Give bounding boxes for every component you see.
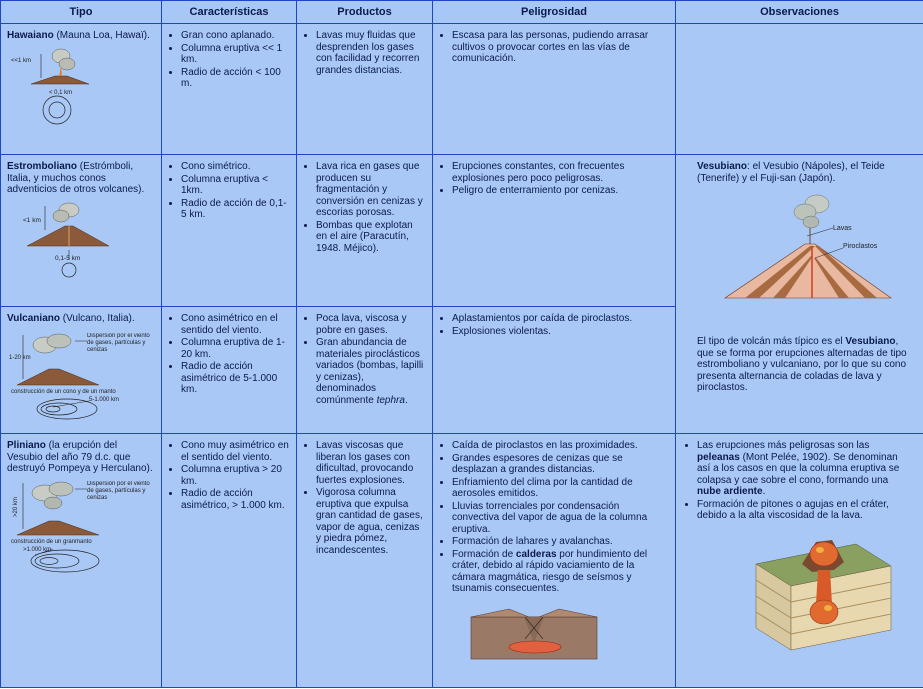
- productos-cell: [297, 24, 433, 155]
- diag-label-height: 1-20 km: [9, 354, 31, 361]
- tipo-desc: (Mauna Loa, Hawaï).: [53, 30, 150, 41]
- plinian-volcano-diagram: [9, 479, 159, 575]
- diag-label-radius: 0,1-5 km: [55, 254, 81, 262]
- diag-label-lavas: Lavas: [833, 225, 852, 232]
- tipo-name: Pliniano: [7, 440, 46, 451]
- vesubian-volcano-diagram: [715, 188, 895, 306]
- vesubiano-paragraph: El tipo de volcán más típico es el Vesubiano, que se forma por erupciones alternadas de tipo estromboliano y vulcaniano, por lo que su cono presenta alternancia de coladas de lava y piroclastos.: [697, 336, 907, 393]
- list-item: • Columna eruptiva < 1km.: [181, 174, 290, 197]
- header-caracteristicas: Características: [162, 1, 297, 24]
- caracteristicas-cell: [162, 307, 297, 434]
- list-item: • Peligro de enterramiento por cenizas.: [452, 185, 669, 197]
- diag-label-height: <<1 km: [11, 57, 32, 64]
- diag-label-construccion: construcción de un granmanto: [11, 538, 92, 545]
- diag-label-dispersion: Dispersión por el viento de gases, partículas y cenizas: [87, 480, 150, 501]
- header-observaciones: Observaciones: [676, 1, 923, 24]
- tipo-desc: (Vulcano, Italia).: [59, 313, 135, 324]
- list-item: • Caída de piroclastos en las proximidades.: [452, 440, 669, 452]
- list-item: • Las erupciones más peligrosas son las peleanas (Mont Pelée, 1902). Se denominan así a los casos en que la columna eruptiva se colapsa y cae sobre el cono, formando una nube ardiente.: [697, 440, 913, 498]
- row-hawaiano: [1, 24, 923, 155]
- diag-label-radius: >1.000 km: [23, 546, 52, 553]
- row-pliniano: [1, 434, 923, 688]
- list-item: • Escasa para las personas, pudiendo arrasar cultivos o provocar cortes en las vías de comunicación.: [452, 30, 669, 65]
- list-item: • Columna eruptiva << 1 km.: [181, 43, 290, 66]
- list-item: • Cono asimétrico en el sentido del viento.: [181, 313, 290, 336]
- caracteristicas-cell: [162, 434, 297, 688]
- productos-cell: [297, 155, 433, 307]
- vulcanian-volcano-diagram: [9, 329, 159, 423]
- list-item: • Formación de pitones o agujas en el cráter, debido a la alta viscosidad de la lava.: [697, 499, 913, 522]
- caracteristicas-cell: [162, 155, 297, 307]
- tipo-name: Vulcaniano: [7, 313, 60, 324]
- hawaiian-volcano-diagram: [9, 46, 109, 126]
- diag-label-piroclastos: Piroclastos: [843, 243, 878, 250]
- productos-cell: [297, 307, 433, 434]
- list-item: • Poca lava, viscosa y pobre en gases.: [316, 313, 426, 336]
- list-item: • Radio de acción asimétrico, > 1.000 km.: [181, 488, 290, 511]
- caldera-diagram: [469, 603, 599, 661]
- header-tipo: Tipo: [1, 1, 162, 24]
- list-item: • Cono muy asimétrico en el sentido del viento.: [181, 440, 290, 463]
- observaciones-vesubiano-cell: [676, 155, 923, 434]
- list-item: • Gran abundancia de materiales piroclásticos variados (bombas, lapilli y cenizas), denominados comúnmente tephra.: [316, 337, 426, 406]
- list-item: • Grandes espesores de cenizas que se desplazan a grandes distancias.: [452, 453, 669, 476]
- tipo-desc: (la erupción del Vesubio del año 79 d.c. que destruyó Pompeya y Herculano).: [7, 440, 153, 474]
- observaciones-empty-cell: [676, 24, 923, 155]
- vesubiano-intro: Vesubiano: el Vesubio (Nápoles), el Teide (Tenerife) y el Fuji-san (Japón).: [697, 161, 885, 184]
- list-item: • Lavas muy fluidas que desprenden los gases con facilidad y recorren grandes distancias.: [316, 30, 426, 76]
- list-item: • Cono simétrico.: [181, 161, 290, 173]
- diag-label-construccion: construcción de un cono y de un manto: [11, 388, 116, 395]
- list-item: • Radio de acción asimétrico de 5-1.000 km.: [181, 361, 290, 396]
- list-item: • Lavas viscosas que liberan los gases con dificultad, provocando fuertes explosiones.: [316, 440, 426, 486]
- list-item: • Explosiones violentas.: [452, 326, 669, 338]
- list-item: • Formación de calderas por hundimiento del cráter, debido al rápido vaciamiento de la cámara magmática, riesgo de seísmos y tsunamis consecuentes.: [452, 549, 669, 595]
- observaciones-peleano-cell: [676, 434, 923, 688]
- list-item: • Formación de lahares y avalanchas.: [452, 536, 669, 548]
- peligrosidad-cell: [433, 155, 676, 307]
- list-item: • Radio de acción de 0,1-5 km.: [181, 198, 290, 221]
- row-estromboliano: [1, 155, 923, 307]
- list-item: • Gran cono aplanado.: [181, 30, 290, 42]
- diag-label-dispersion: Dispersión por el viento de gases, partículas y cenizas: [87, 332, 150, 353]
- header-peligrosidad: Peligrosidad: [433, 1, 676, 24]
- header-productos: Productos: [297, 1, 433, 24]
- tipo-cell: [1, 307, 162, 434]
- caracteristicas-cell: [162, 24, 297, 155]
- tipo-name: Hawaiano: [7, 30, 54, 41]
- list-item: • Columna eruptiva de 1-20 km.: [181, 337, 290, 360]
- header-row: [1, 1, 923, 24]
- pelean-volcano-block-diagram: [746, 534, 896, 652]
- tipo-desc: (Estrómboli, Italia, y muchos conos adventicios de otros volcanes).: [7, 161, 145, 195]
- diag-label-height: >20 km: [13, 496, 19, 517]
- list-item: • Bombas que explotan en el aire (Paracutín, 1948. Méjico).: [316, 220, 426, 255]
- list-item: • Aplastamientos por caída de piroclastos.: [452, 313, 669, 325]
- tipo-cell: [1, 155, 162, 307]
- productos-cell: [297, 434, 433, 688]
- list-item: • Lava rica en gases que producen su fragmentación y conversión en cenizas y escorias porosas.: [316, 161, 426, 219]
- peligrosidad-cell: [433, 307, 676, 434]
- list-item: • Erupciones constantes, con frecuentes explosiones pero poco peligrosas.: [452, 161, 669, 184]
- diag-label-radius: < 0,1 km: [49, 89, 73, 96]
- strombolian-volcano-diagram: [9, 200, 119, 278]
- tipo-cell: [1, 24, 162, 155]
- tipo-cell: [1, 434, 162, 688]
- peligrosidad-cell: [433, 434, 676, 688]
- list-item: • Radio de acción < 100 m.: [181, 67, 290, 90]
- peligrosidad-cell: [433, 24, 676, 155]
- tipo-name: Estromboliano: [7, 161, 78, 172]
- list-item: • Vigorosa columna eruptiva que expulsa gran cantidad de gases, vapor de agua, cenizas y piedra pómez, incandescentes.: [316, 487, 426, 556]
- list-item: • Columna eruptiva > 20 km.: [181, 464, 290, 487]
- diag-label-radius: 5-1.000 km: [89, 396, 120, 403]
- diag-label-height: <1 km: [23, 216, 41, 224]
- list-item: • Lluvias torrenciales por condensación convectiva del vapor de agua de la columna eruptiva.: [452, 501, 669, 536]
- list-item: • Enfriamiento del clima por la cantidad de aerosoles emitidos.: [452, 477, 669, 500]
